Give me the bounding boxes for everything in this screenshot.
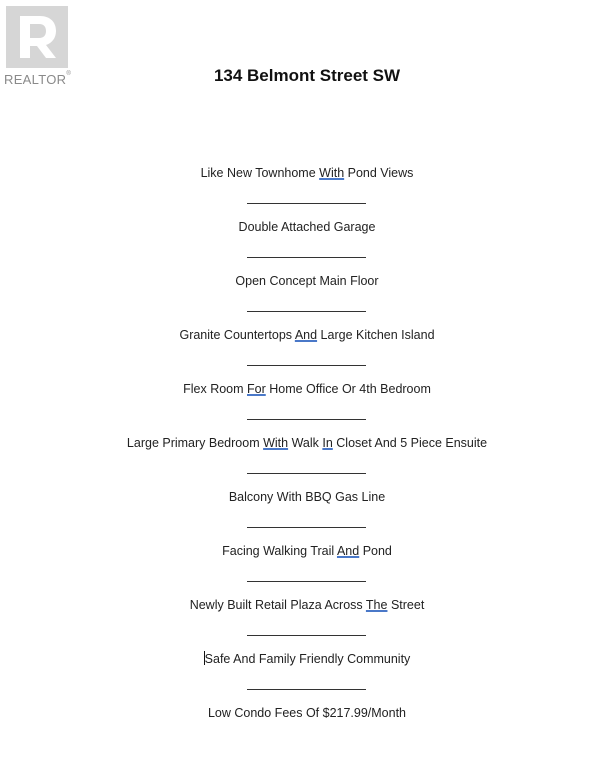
- feature-list: [0, 162, 614, 729]
- feature-item: [0, 432, 614, 459]
- feature-text: Closet And 5 Piece Ensuite: [332, 436, 488, 450]
- separator-line: [0, 567, 614, 594]
- feature-text: Walk: [288, 436, 323, 450]
- feature-text: Flex Room: [183, 382, 248, 396]
- feature-text: Newly Built Retail Plaza Across: [189, 598, 366, 612]
- separator-line: [0, 459, 614, 486]
- separator-line: [0, 243, 614, 270]
- feature-item: [0, 378, 614, 405]
- separator-line: [0, 189, 614, 216]
- feature-text: Pond: [359, 544, 392, 558]
- underlined-word: With: [263, 436, 289, 450]
- realtor-logo-text: REALTOR®: [4, 71, 72, 87]
- underlined-word: With: [319, 166, 345, 180]
- feature-text: Safe And Family Friendly Community: [204, 652, 411, 666]
- feature-text: Like New Townhome: [200, 166, 320, 180]
- feature-text: Balcony With BBQ Gas Line: [228, 490, 386, 504]
- separator-rule: [247, 365, 366, 366]
- feature-text: Open Concept Main Floor: [235, 274, 379, 288]
- feature-item: [0, 270, 614, 297]
- separator-rule: [247, 311, 366, 312]
- underlined-word: And: [294, 328, 318, 342]
- separator-rule: [247, 473, 366, 474]
- separator-line: [0, 405, 614, 432]
- feature-item: [0, 648, 614, 675]
- feature-text: Granite Countertops: [179, 328, 295, 342]
- separator-line: [0, 351, 614, 378]
- feature-text: Street: [387, 598, 425, 612]
- feature-text: Double Attached Garage: [238, 220, 376, 234]
- separator-rule: [247, 527, 366, 528]
- feature-text: Large Kitchen Island: [317, 328, 435, 342]
- underlined-word: And: [336, 544, 360, 558]
- page-title: 134 Belmont Street SW: [213, 66, 401, 85]
- feature-item: [0, 216, 614, 243]
- separator-rule: [247, 203, 366, 204]
- underlined-word: In: [322, 436, 333, 450]
- feature-item: [0, 702, 614, 729]
- feature-item: [0, 540, 614, 567]
- feature-item: [0, 162, 614, 189]
- underlined-word: For: [247, 382, 266, 396]
- separator-line: [0, 513, 614, 540]
- feature-item: [0, 486, 614, 513]
- separator-rule: [247, 257, 366, 258]
- realtor-r-logo-icon: [6, 6, 68, 68]
- separator-rule: [247, 635, 366, 636]
- feature-text: Facing Walking Trail: [222, 544, 337, 558]
- separator-line: [0, 297, 614, 324]
- separator-rule: [247, 419, 366, 420]
- separator-line: [0, 621, 614, 648]
- feature-item: [0, 324, 614, 351]
- separator-rule: [247, 689, 366, 690]
- feature-text: Home Office Or 4th Bedroom: [265, 382, 431, 396]
- feature-item: [0, 594, 614, 621]
- feature-text: Pond Views: [344, 166, 414, 180]
- feature-text: Large Primary Bedroom: [126, 436, 264, 450]
- separator-line: [0, 675, 614, 702]
- feature-text: Low Condo Fees Of $217.99/Month: [207, 706, 407, 720]
- separator-rule: [247, 581, 366, 582]
- underlined-word: The: [365, 598, 388, 612]
